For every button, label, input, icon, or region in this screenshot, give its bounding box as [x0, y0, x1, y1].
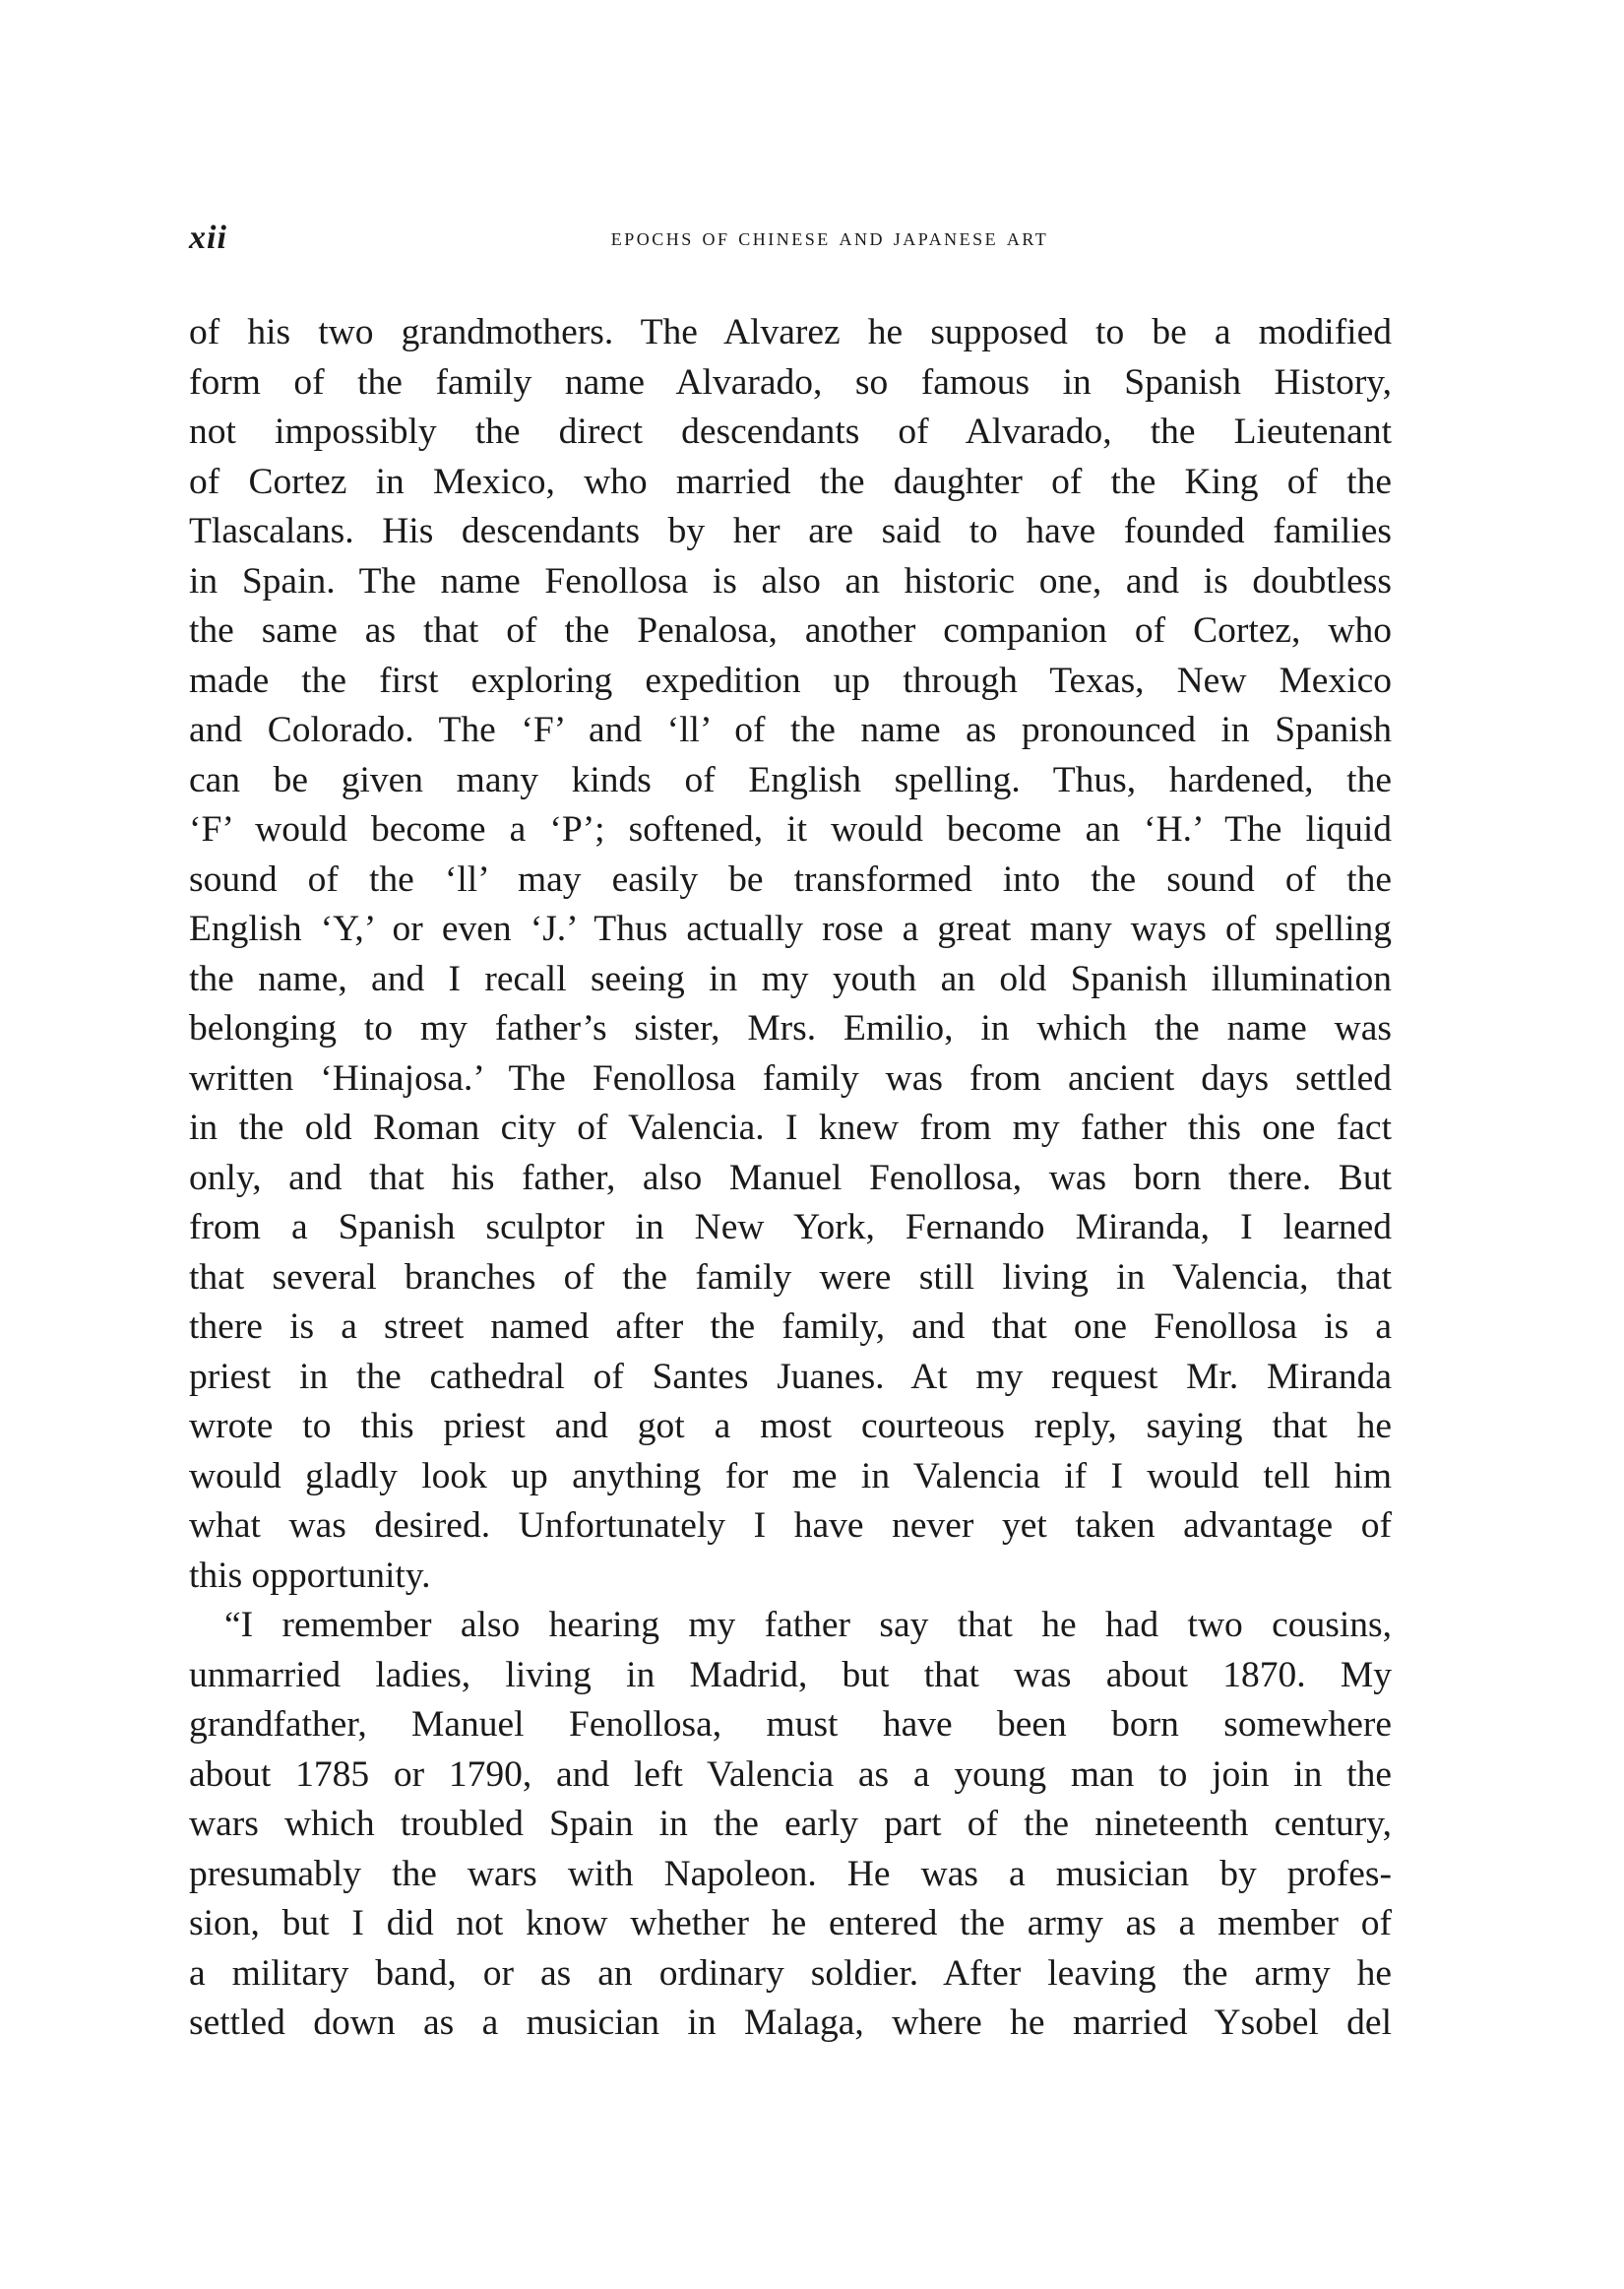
text-line: can be given many kinds of English spelling. Thus, hardened, the: [189, 759, 1392, 800]
text-line: of Cortez in Mexico, who married the daughter of the King of the: [189, 461, 1392, 502]
text-line: belonging to my father’s sister, Mrs. Emilio, in which the name was: [189, 1008, 1392, 1049]
text-line: the name, and I recall seeing in my youth an old Spanish illumination: [189, 958, 1392, 999]
text-line: unmarried ladies, living in Madrid, but that was about 1870. My: [189, 1654, 1392, 1695]
text-line: and Colorado. The ‘F’ and ‘ll’ of the name as pronounced in Spanish: [189, 710, 1392, 750]
text-line: in the old Roman city of Valencia. I knew from my father this one fact: [189, 1108, 1392, 1148]
text-line: from a Spanish sculptor in New York, Fernando Miranda, I learned: [189, 1207, 1392, 1247]
text-line: that several branches of the family were still living in Valencia, that: [189, 1256, 1392, 1298]
text-line: written ‘Hinajosa.’ The Fenollosa family was from ancient days settled: [189, 1057, 1392, 1099]
text-line: about 1785 or 1790, and left Valencia as a young man to join in the: [189, 1753, 1392, 1795]
text-line: sound of the ‘ll’ may easily be transformed into the sound of the: [189, 858, 1392, 900]
text-line: not impossibly the direct descendants of Alvarado, the Lieutenant: [189, 412, 1392, 452]
text-line: grandfather, Manuel Fenollosa, must have been born somewhere: [189, 1704, 1392, 1745]
text-line: sion, but I did not know whether he entered the army as a member of: [189, 1903, 1392, 1943]
text-line: would gladly look up anything for me in Valencia if I would tell him: [189, 1455, 1392, 1496]
paragraph-end-line: this opportunity.: [189, 1555, 431, 1596]
text-line: settled down as a musician in Malaga, where he married Ysobel del: [189, 2003, 1392, 2043]
page-number: xii: [189, 220, 227, 256]
body-text: [189, 308, 1392, 2049]
text-line: form of the family name Alvarado, so famous in Spanish History,: [189, 361, 1392, 403]
text-line: ‘F’ would become a ‘P’; softened, it would become an ‘H.’ The liquid: [189, 809, 1392, 850]
text-line: the same as that of the Penalosa, another companion of Cortez, who: [189, 610, 1392, 651]
text-line: wars which troubled Spain in the early part of the nineteenth century,: [189, 1804, 1392, 1844]
text-line: of his two grandmothers. The Alvarez he supposed to be a modified: [189, 312, 1392, 352]
text-line: Tlascalans. His descendants by her are said to have founded families: [189, 511, 1392, 551]
text-line: a military band, or as an ordinary soldier. After leaving the army he: [189, 1952, 1392, 1994]
paragraph-start-line: “I remember also hearing my father say that he had two cousins,: [224, 1605, 1392, 1645]
text-line: made the first exploring expedition up through Texas, New Mexico: [189, 660, 1392, 701]
text-line: there is a street named after the family, and that one Fenollosa is a: [189, 1306, 1392, 1347]
text-line: only, and that his father, also Manuel Fenollosa, was born there. But: [189, 1157, 1392, 1198]
text-line: English ‘Y,’ or even ‘J.’ Thus actually rose a great many ways of spelling: [189, 909, 1392, 949]
running-head: [189, 219, 1392, 258]
text-line: what was desired. Unfortunately I have never yet taken advantage of: [189, 1505, 1392, 1546]
text-line: in Spain. The name Fenollosa is also an historic one, and is doubtless: [189, 560, 1392, 602]
text-line: wrote to this priest and got a most courteous reply, saying that he: [189, 1406, 1392, 1446]
text-line: priest in the cathedral of Santes Juanes. At my request Mr. Miranda: [189, 1356, 1392, 1397]
text-line: presumably the wars with Napoleon. He was a musician by profes-: [189, 1853, 1392, 1894]
running-title: epochs of chinese and japanese art: [610, 224, 1049, 251]
